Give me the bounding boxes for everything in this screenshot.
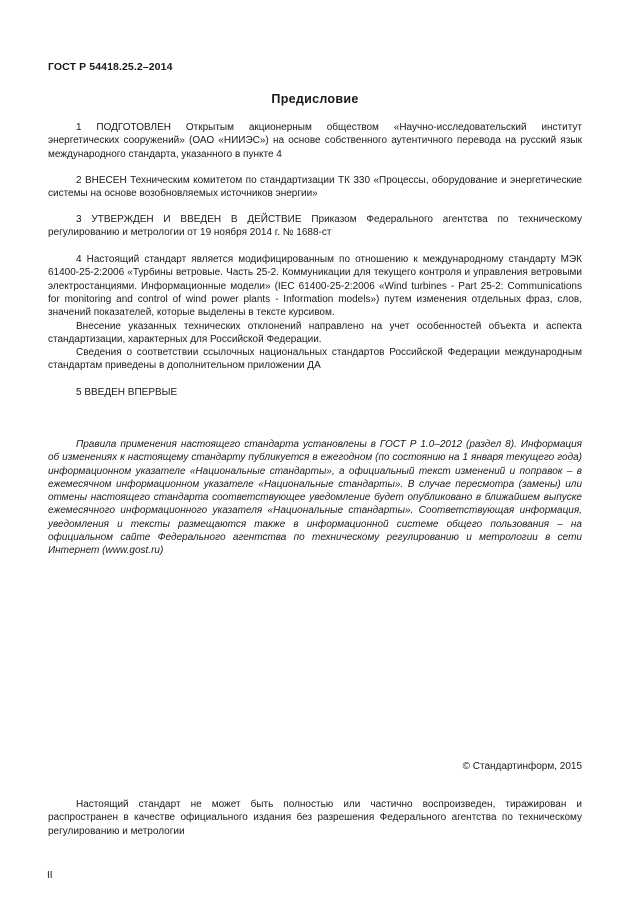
paragraph-deviations: Внесение указанных технических отклонений направлено на учет особенностей объекта и аспекта стандартизации, характерных для Российской Федерации.	[48, 321, 582, 346]
paragraph-modified-standard: 4 Настоящий стандарт является модифицированным по отношению к международному стандарту МЭК 61400-25-2:2006 «Турбины ветровые. Часть 25-2. Коммуникации для текущего контроля и управления ветровыми электростанциями. Информационные модели» (IEC 61400-25-2:2006 «Wind turbines - Part 25-2: Communications for monitoring and control of wind power plants - Information models») путем изменения отдельных фраз, слов, значений показателей, которые выделены в тексте курсивом.	[48, 254, 582, 319]
copyright-line: © Стандартинформ, 2015	[462, 761, 582, 772]
section-title-text: Предисловие	[271, 92, 359, 106]
paragraph-introduced: 5 ВВЕДЕН ВПЕРВЫЕ	[76, 387, 178, 398]
page-number: II	[47, 870, 53, 881]
document-code-header: ГОСТ Р 54418.25.2–2014	[48, 61, 173, 73]
footer-notice: Настоящий стандарт не может быть полностью или частично воспроизведен, тиражирован и распространен в качестве официального издания без разрешения Федерального агентства по техническому регулированию и метрологии	[48, 799, 582, 837]
paragraph-prepared: 1 ПОДГОТОВЛЕН Открытым акционерным обществом «Научно-исследовательский институт энергетических сооружений» (ОАО «НИИЭС») на основе собственного аутентичного перевода на русский язык международного стандарта, указанного в пункте 4	[48, 122, 582, 160]
section-title	[0, 92, 630, 106]
paragraph-references: Сведения о соответствии ссылочных национальных стандартов Российской Федерации международным стандартам приведены в дополнительном приложении ДА	[48, 347, 582, 372]
paragraph-approved: 3 УТВЕРЖДЕН И ВВЕДЕН В ДЕЙСТВИЕ Приказом Федерального агентства по техническому регулированию и метрологии от 19 ноября 2014 г. № 1688-ст	[48, 214, 582, 239]
paragraph-submitted: 2 ВНЕСЕН Техническим комитетом по стандартизации ТК 330 «Процессы, оборудование и энергетические системы на основе возобновляемых источников энергии»	[48, 175, 582, 200]
italic-notice: Правила применения настоящего стандарта установлены в ГОСТ Р 1.0–2012 (раздел 8). Информация об изменениях к настоящему стандарту публикуется в ежегодном (по состоянию на 1 января текущего года) информационном указателе «Национальные стандарты», а официальный текст изменений и поправок – в ежемесячном информационном указателе «Национальные стандарты». В случае пересмотра (замены) или отмены настоящего стандарта соответствующее уведомление будет опубликовано в ближайшем выпуске ежемесячного информационного указателя «Национальные стандарты». Соответствующая информация, уведомления и тексты размещаются также в информационной системе общего пользования – на официальном сайте Федерального агентства по техническому регулированию и метрологии в сети Интернет (www.gost.ru)	[48, 439, 582, 557]
